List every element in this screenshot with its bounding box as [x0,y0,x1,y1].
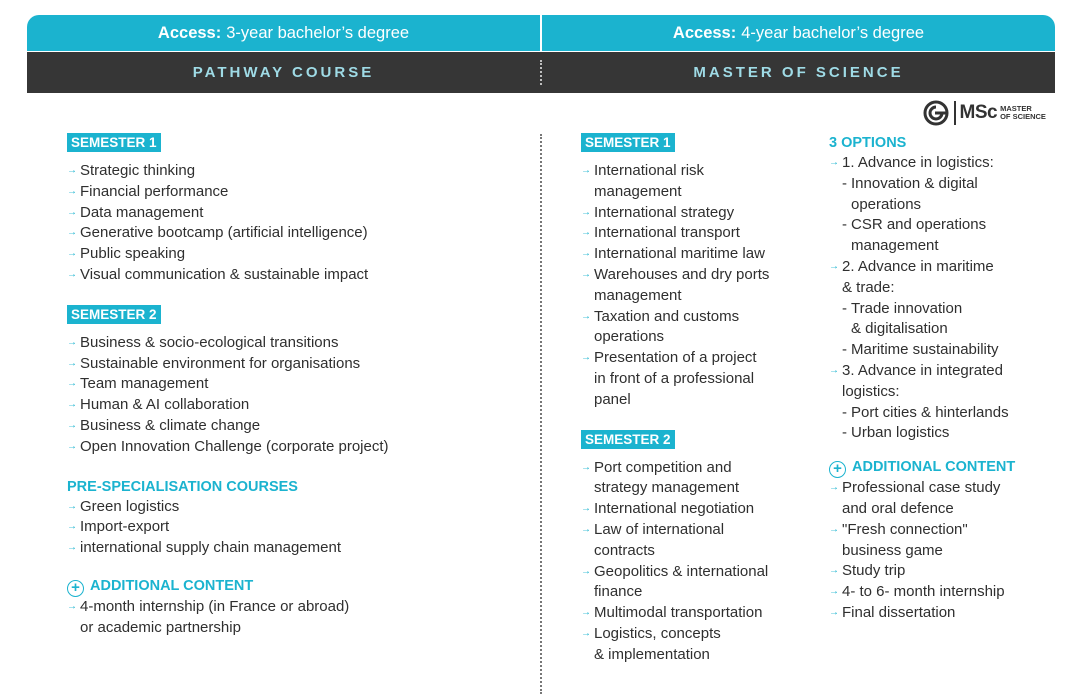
logo-subtitle-line2: OF SCIENCE [1000,112,1046,121]
left-access-label: Access: [157,23,222,42]
list-item: → Sustainable environment for organisations [67,354,527,375]
msc-additional-heading [829,457,1069,478]
list-item-continued: panel [594,390,631,408]
option-sub-item: - CSR and operations [829,215,1069,236]
logo-msc-text: MSc [959,102,998,123]
pathway-semester2-list [67,333,527,458]
list-item-continued: or academic partnership [80,618,241,636]
list-item: → Multimodal transportation [581,603,821,624]
school-logo-icon [922,99,950,127]
pathway-column [67,133,527,639]
logo-subtitle [1000,105,1046,121]
right-access-label: Access: [672,23,737,42]
list-item: → 4-month internship (in France or abroad) [67,597,527,618]
list-item: → Data management [67,203,527,224]
options-heading: 3 OPTIONS [829,135,907,151]
list-item: → Green logistics [67,497,527,518]
list-item-continued: and oral defence [842,499,954,517]
list-item-continued: in front of a professional [594,369,755,387]
list-item: → Import-export [67,517,527,538]
list-item-continued: strategy management [594,479,740,497]
pathway-additional-list [67,597,527,639]
list-item: → International transport [581,223,821,244]
pathway-semester1-list [67,161,527,286]
list-item-continued: operations [594,328,665,346]
list-item: → Presentation of a project [581,348,821,369]
msc-semester1-badge: SEMESTER 1 [581,133,675,152]
list-item: → Generative bootcamp (artificial intelligence) [67,223,527,244]
msc-additional-title: ADDITIONAL CONTENT [852,459,1016,476]
option-sub-item-continued: & digitalisation [851,320,948,338]
right-access-value: 4-year bachelor’s degree [741,23,925,42]
option-sub-item: - Urban logistics [829,423,1069,444]
list-item: → Law of international [581,520,821,541]
msc-semester-column [581,133,821,666]
left-access-value: 3-year bachelor’s degree [226,23,410,42]
list-item: → Final dissertation [829,603,1069,624]
list-item: → Warehouses and dry ports [581,265,821,286]
pathway-semester2-badge: SEMESTER 2 [67,305,161,324]
left-access [27,15,540,51]
option-sub-item: - Port cities & hinterlands [829,403,1069,424]
option-item: → 1. Advance in logistics: [829,153,1069,174]
right-access [542,15,1055,51]
options-list [829,153,1069,444]
list-item: → Business & socio-ecological transitions [67,333,527,354]
pre-specialisation-heading: PRE-SPECIALISATION COURSES [67,478,298,495]
msc-options-column [829,133,1069,624]
msc-semester2-badge: SEMESTER 2 [581,430,675,449]
list-item-continued: business game [842,541,943,559]
option-item: → 3. Advance in integrated [829,361,1069,382]
list-item: → Visual communication & sustainable impact [67,265,527,286]
list-item: → Taxation and customs [581,307,821,328]
list-item: → Study trip [829,561,1069,582]
list-item: → Open Innovation Challenge (corporate project) [67,437,527,458]
program-bar [27,52,1055,93]
list-item: → Geopolitics & international [581,562,821,583]
list-item-continued: finance [594,583,643,601]
logo-separator [954,101,956,125]
list-item: → International risk [581,161,821,182]
list-item-continued: & implementation [594,645,710,663]
list-item: → International negotiation [581,499,821,520]
option-item: → 2. Advance in maritime [829,257,1069,278]
option-sub-item: - Trade innovation [829,299,1069,320]
master-of-science-title: MASTER OF SCIENCE [693,64,904,81]
msc-logo [922,99,1046,127]
list-item: → Strategic thinking [67,161,527,182]
plus-circle-icon: + [67,580,84,597]
list-item: → Public speaking [67,244,527,265]
list-item: → Port competition and [581,458,821,479]
list-item: → "Fresh connection" [829,520,1069,541]
option-sub-item: - Maritime sustainability [829,340,1069,361]
list-item: → Team management [67,374,527,395]
logo-subtitle-line1: MASTER [1000,104,1032,113]
option-sub-item-continued: management [851,237,939,255]
access-bar [27,15,1055,51]
list-item: → International strategy [581,203,821,224]
list-item-continued: management [594,182,682,200]
list-item: → 4- to 6- month internship [829,582,1069,603]
option-sub-item: - Innovation & digital [829,174,1069,195]
list-item: → international supply chain management [67,538,527,559]
list-item: → Logistics, concepts [581,624,821,645]
pre-specialisation-list [67,497,527,559]
list-item: → Financial performance [67,182,527,203]
list-item: → Human & AI collaboration [67,395,527,416]
msc-semester1-list [581,161,821,411]
pathway-semester1-badge: SEMESTER 1 [67,133,161,152]
list-item-continued: management [594,286,682,304]
pathway-additional-title: ADDITIONAL CONTENT [90,577,254,594]
list-item: → Professional case study [829,478,1069,499]
list-item: → International maritime law [581,244,821,265]
option-item-continued: logistics: [842,382,900,400]
column-divider [540,134,542,694]
list-item: → Business & climate change [67,416,527,437]
list-item-continued: contracts [594,541,655,559]
plus-circle-icon: + [829,461,846,478]
option-sub-item-continued: operations [851,195,922,213]
pathway-course-title: PATHWAY COURSE [192,64,375,81]
pathway-additional-heading [67,576,527,597]
option-item-continued: & trade: [842,278,895,296]
msc-additional-list [829,478,1069,624]
msc-semester2-list [581,458,821,666]
